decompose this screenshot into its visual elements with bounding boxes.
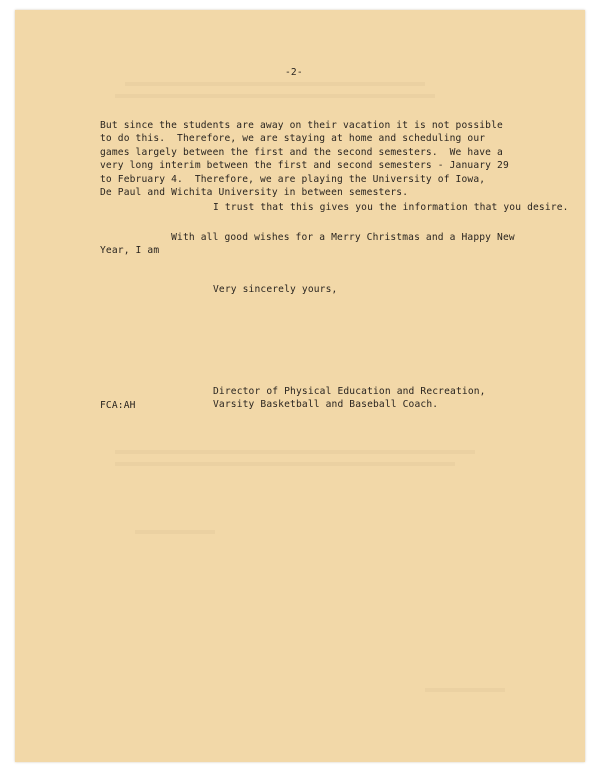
show-through-mark xyxy=(135,530,215,534)
wishes-paragraph xyxy=(100,231,515,258)
body-line: to do this. Therefore, we are staying at home and scheduling our xyxy=(100,133,486,145)
body-line: But since the students are away on their vacation it is not possible xyxy=(100,120,503,131)
show-through-mark xyxy=(115,94,435,98)
signature-line: Varsity Basketball and Baseball Coach. xyxy=(213,399,439,411)
page-number: -2- xyxy=(285,67,303,78)
show-through-mark xyxy=(425,688,505,692)
wishes-line: With all good wishes for a Merry Christmas and a Happy New xyxy=(100,232,515,243)
show-through-mark xyxy=(125,82,425,86)
signature-title xyxy=(213,385,486,412)
wishes-line: Year, I am xyxy=(100,245,160,257)
body-line: games largely between the first and the second semesters. We have a xyxy=(100,146,503,158)
body-line: very long interim between the first and second semesters - January 29 xyxy=(100,160,509,172)
reference-initials: FCA:AH xyxy=(100,400,136,411)
show-through-mark xyxy=(115,450,475,454)
signature-line: Director of Physical Education and Recreation, xyxy=(213,386,486,397)
body-line: De Paul and Wichita University in between semesters. xyxy=(100,187,409,199)
body-paragraph xyxy=(100,119,509,199)
body-line: to February 4. Therefore, we are playing the University of Iowa, xyxy=(100,173,486,185)
complimentary-close: Very sincerely yours, xyxy=(213,284,338,295)
show-through-mark xyxy=(115,462,455,466)
trust-paragraph: I trust that this gives you the information that you desire. xyxy=(213,202,569,213)
